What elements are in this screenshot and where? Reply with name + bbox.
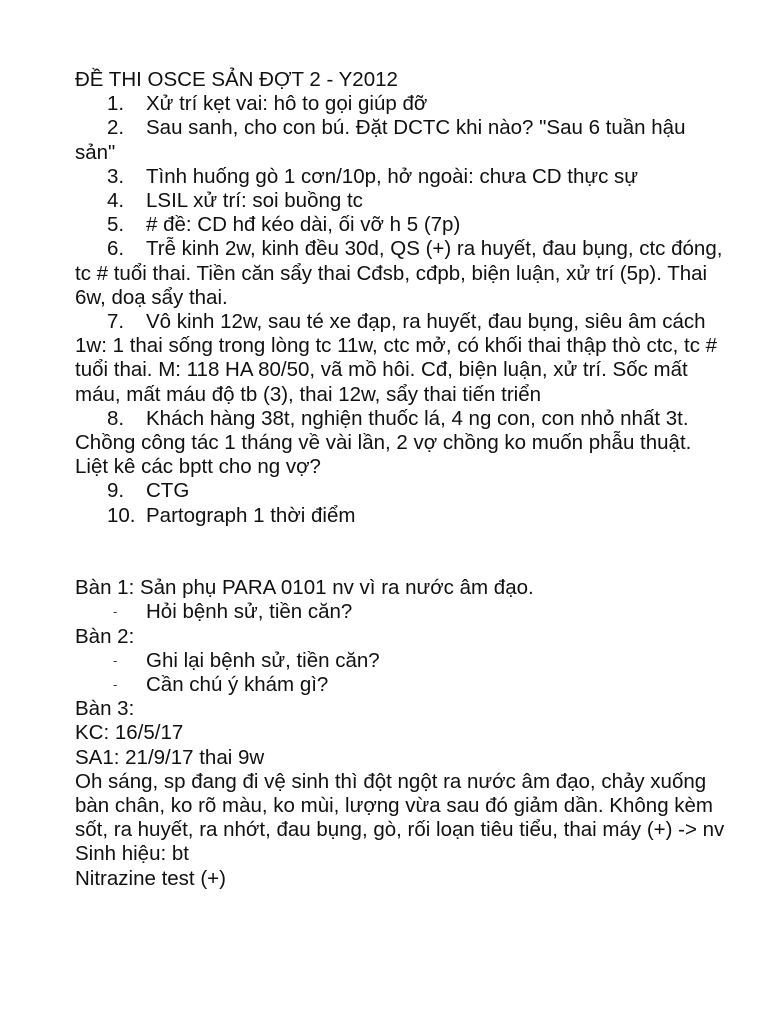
sa1-line: SA1: 21/9/17 thai 9w — [75, 745, 265, 769]
history-paragraph: Oh sáng, sp đang đi vệ sinh thì đột ngột ra nước âm đạo, chảy xuống bàn chân, ko rõ màu, ko mùi, lượng vừa sau đó giảm dần. Không kèm sốt, ra huyết, ra nhớt, đau bụng, gò, rối loạn tiêu tiểu, thai máy (+) -> nv — [75, 769, 725, 842]
vitals-line: Sinh hiệu: bt — [75, 842, 189, 866]
nitrazine-line: Nitrazine test (+) — [75, 866, 226, 890]
ban1-bullet-item — [75, 600, 725, 624]
question-text: Partograph 1 thời điểm — [146, 503, 356, 527]
ban2-bullet-item — [75, 649, 725, 673]
ban2-bullet-list — [75, 649, 725, 697]
bullet-text: Ghi lại bệnh sử, tiền căn? — [146, 648, 380, 672]
ban2-heading: Bàn 2: — [75, 624, 135, 648]
question-list — [75, 92, 725, 528]
question-text: Xử trí kẹt vai: hô to gọi giúp đỡ — [146, 92, 428, 116]
question-number: 7. — [107, 310, 125, 334]
question-item — [75, 189, 725, 213]
question-number: 10. — [107, 503, 136, 527]
question-number: 1. — [107, 92, 125, 116]
question-number: 6. — [107, 237, 125, 261]
question-text: Tình huống gò 1 cơn/10p, hở ngoài: chưa CD thực sự — [146, 164, 638, 188]
question-item — [75, 165, 725, 189]
question-item — [75, 407, 725, 480]
ban1-bullet-list — [75, 600, 725, 624]
bullet-text: Hỏi bệnh sử, tiền căn? — [146, 600, 353, 624]
question-item — [75, 213, 725, 237]
question-number: 2. — [107, 116, 125, 140]
question-number: 9. — [107, 479, 125, 503]
section-spacer — [75, 528, 725, 576]
dash-bullet-icon: - — [113, 652, 118, 668]
question-text: Vô kinh 12w, sau té xe đạp, ra huyết, đau bụng, siêu âm cách 1w: 1 thai sống trong lòng tc 11w, ctc mở, có khối thai thập thò ctc, tc # tuổi thai. M: 118 HA 80/50, vã mồ hôi. Cđ, biện luận, xử trí. Sốc mất máu, mất máu độ tb (3), thai 12w, sẩy thai tiến triển — [75, 310, 718, 406]
question-item — [75, 116, 725, 164]
ban1-heading: Bàn 1: Sản phụ PARA 0101 nv vì ra nước âm đạo. — [75, 576, 534, 600]
question-number: 8. — [107, 406, 125, 430]
document-title: ĐỀ THI OSCE SẢN ĐỢT 2 - Y2012 — [75, 68, 398, 91]
question-item — [75, 504, 725, 528]
question-text: # đề: CD hđ kéo dài, ối vỡ h 5 (7p) — [146, 213, 461, 237]
question-item — [75, 310, 725, 407]
question-number: 3. — [107, 164, 125, 188]
question-item — [75, 479, 725, 503]
dash-bullet-icon: - — [113, 677, 118, 693]
question-text: Trễ kinh 2w, kinh đều 30d, QS (+) ra huyết, đau bụng, ctc đóng, tc # tuổi thai. Tiền căn sẩy thai Cđsb, cđpb, biện luận, xử trí (5p). Thai 6w, doạ sẩy thai. — [75, 237, 723, 309]
question-text: Khách hàng 38t, nghiện thuốc lá, 4 ng con, con nhỏ nhất 3t. Chồng công tác 1 tháng về vài lần, 2 vợ chồng ko muốn phẫu thuật. Liệt kê các bptt cho ng vợ? — [75, 406, 692, 479]
question-item — [75, 237, 725, 310]
bullet-text: Cần chú ý khám gì? — [146, 673, 329, 697]
document-page — [75, 68, 725, 891]
dash-bullet-icon: - — [113, 604, 118, 620]
kc-line: KC: 16/5/17 — [75, 721, 184, 745]
question-text: LSIL xử trí: soi buồng tc — [146, 189, 363, 213]
ban2-bullet-item — [75, 673, 725, 697]
question-number: 4. — [107, 189, 125, 213]
question-text: Sau sanh, cho con bú. Đặt DCTC khi nào? "Sau 6 tuần hậu sản" — [75, 116, 686, 164]
question-text: CTG — [146, 479, 190, 503]
question-number: 5. — [107, 213, 125, 237]
question-item — [75, 92, 725, 116]
ban3-heading: Bàn 3: — [75, 697, 135, 721]
